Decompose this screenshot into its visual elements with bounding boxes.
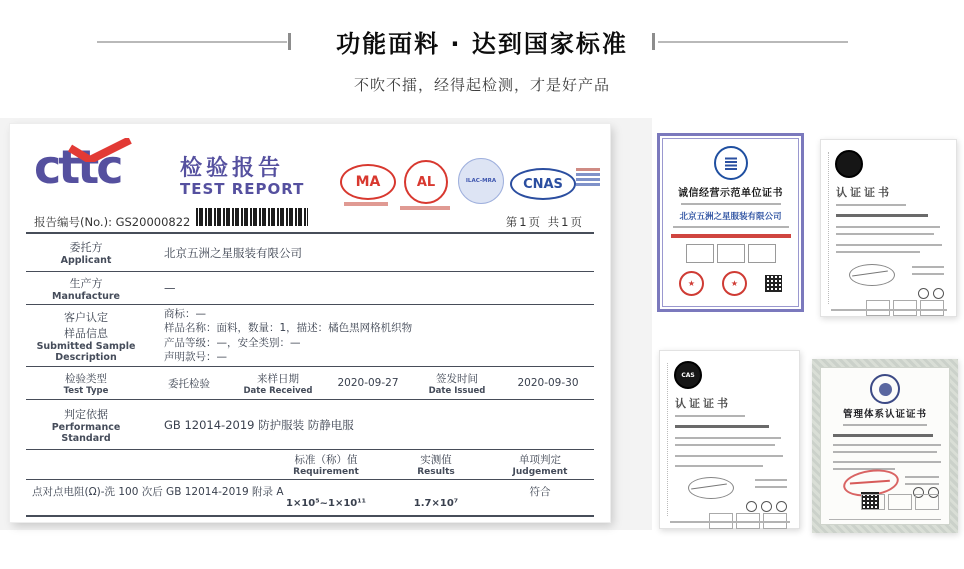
text-line xyxy=(675,425,769,428)
text-line xyxy=(843,424,927,426)
barcode xyxy=(196,208,308,226)
ilac-mra-mark-icon: ILAC-MRA xyxy=(458,158,504,204)
red-slogan-line xyxy=(671,234,791,238)
red-seal-icon: ★ xyxy=(722,271,747,296)
mark-boxes xyxy=(861,494,939,510)
test-type-label-cn: 检验类型 xyxy=(65,372,107,385)
integrity-emblem-icon xyxy=(714,146,748,180)
date-line xyxy=(912,266,944,268)
mark-boxes xyxy=(866,300,944,316)
table-row-test-type xyxy=(26,367,594,400)
certificate-info-boxes xyxy=(686,244,776,263)
cnas-mark-icon: CNAS xyxy=(510,168,576,200)
title-flank-tick-right xyxy=(652,33,655,50)
certificate-iso-1 xyxy=(820,139,957,317)
applicant-value: 北京五洲之星服装有限公司 xyxy=(164,245,302,260)
title-flank-line-right xyxy=(658,41,848,43)
judgement-value: 符合 xyxy=(529,486,551,498)
table-row-sample xyxy=(26,305,594,367)
vertical-microtext xyxy=(667,363,668,516)
certificate-management-system xyxy=(812,359,958,533)
red-seal-icon: ★ xyxy=(679,271,704,296)
text-line xyxy=(675,455,783,457)
cttc-logo: cttc xyxy=(34,140,121,194)
date-line xyxy=(905,476,939,478)
text-line xyxy=(675,415,745,417)
text-line xyxy=(833,434,933,437)
text-line xyxy=(836,214,928,217)
page-info: 第1页 共1页 xyxy=(505,215,584,229)
report-number: 报告编号(No.): GS20000822 xyxy=(34,215,191,229)
results-header-en: Results xyxy=(417,467,455,477)
text-line xyxy=(675,444,775,446)
table-row-standard xyxy=(26,400,594,450)
fine-print-line xyxy=(831,309,947,311)
accreditation-marks xyxy=(918,288,944,299)
certifier-emblem-icon xyxy=(835,150,863,178)
judgement-header-cn: 单项判定 xyxy=(519,454,561,466)
table-row-manufacture xyxy=(26,272,594,305)
text-line xyxy=(833,444,941,446)
test-report-document xyxy=(10,124,610,522)
certificate-management-title: 管理体系认证证书 xyxy=(842,409,927,420)
manufacture-label-cn: 生产方 xyxy=(69,276,103,290)
requirement-value: 1×10⁵~1×10¹¹ xyxy=(285,498,367,509)
date-received-value: 2020-09-27 xyxy=(337,377,399,389)
vertical-microtext xyxy=(828,152,829,304)
date-line xyxy=(755,479,787,481)
text-line xyxy=(675,437,781,439)
test-type-value: 委托检验 xyxy=(168,377,210,390)
qr-code-icon xyxy=(765,275,782,292)
certificate-integrity-title: 诚信经营示范单位证书 xyxy=(678,188,783,199)
text-line xyxy=(675,465,763,467)
judgement-header-en: Judgement xyxy=(512,467,568,477)
sample-label-en1: Submitted Sample xyxy=(36,340,136,352)
signature-icon xyxy=(688,477,734,499)
report-table xyxy=(26,232,594,517)
certificate-integrity xyxy=(657,133,804,312)
date-line xyxy=(912,273,944,275)
date-received-label-en: Date Received xyxy=(243,385,313,396)
applicant-label-en: Applicant xyxy=(60,255,112,266)
standard-value: GB 12014-2019 防护服装 防静电服 xyxy=(164,417,354,432)
certificate-iso-2-title: 认证证书 xyxy=(675,397,731,410)
text-line xyxy=(833,451,937,453)
sample-label-en2: Description xyxy=(55,351,117,363)
text-line xyxy=(673,226,789,228)
report-title-cn: 检验报告 xyxy=(180,156,285,181)
text-line xyxy=(833,461,941,463)
cas-emblem-icon: CAS xyxy=(674,361,702,389)
text-line xyxy=(836,251,920,253)
test-item-name: 点对点电阻(Ω)-洗 100 次后 GB 12014-2019 附录 A xyxy=(32,486,284,498)
text-line xyxy=(836,244,942,246)
sample-label-cn2: 样品信息 xyxy=(64,326,108,340)
certificate-iso-2 xyxy=(659,350,800,529)
section-title: 功能面料 · 达到国家标准 xyxy=(336,30,628,58)
report-title-en: TEST REPORT xyxy=(180,180,305,198)
requirement-header-cn: 标准（称）值 xyxy=(294,454,358,466)
test-type-label-en: Test Type xyxy=(63,385,109,396)
fine-print-line xyxy=(829,519,941,521)
accreditation-marks xyxy=(746,501,787,512)
fine-print-line xyxy=(670,521,790,523)
standard-label-en2: Standard xyxy=(61,432,111,444)
results-header-row xyxy=(26,450,594,480)
date-issued-label-cn: 签发时间 xyxy=(436,372,478,385)
cma-mark-subtext xyxy=(344,202,388,206)
cttc-check-icon xyxy=(66,138,134,162)
text-line xyxy=(836,233,934,235)
date-line xyxy=(755,486,787,488)
standard-label-cn: 判定依据 xyxy=(64,407,108,421)
results-data-row xyxy=(26,480,594,517)
signature-icon xyxy=(849,264,895,286)
text-line xyxy=(681,203,781,205)
applicant-label-cn: 委托方 xyxy=(69,241,103,254)
manufacture-label-en: Manufacture xyxy=(52,290,120,302)
sample-label-cn1: 客户认定 xyxy=(64,310,108,324)
sample-line2: 样品名称：面料，数量：1，描述：橘色黑网格机织物 xyxy=(164,322,413,335)
cal-mark-subtext xyxy=(400,206,450,210)
results-header-cn: 实测值 xyxy=(420,454,452,466)
date-issued-value: 2020-09-30 xyxy=(517,377,579,389)
cma-mark-icon: MA xyxy=(340,164,396,200)
standard-label-en1: Performance xyxy=(51,421,121,433)
cal-mark-icon: AL xyxy=(404,160,448,204)
date-issued-label-en: Date Issued xyxy=(428,385,486,396)
sample-line3: 产品等级：—，安全类别：— xyxy=(164,336,301,349)
text-line xyxy=(836,226,940,228)
section-subtitle: 不吹不擂，经得起检测，才是好产品 xyxy=(353,76,610,94)
certificate-company-name: 北京五洲之星服装有限公司 xyxy=(679,212,782,222)
date-line xyxy=(905,483,939,485)
sample-line4: 声明款号：— xyxy=(164,350,227,363)
management-emblem-icon xyxy=(870,374,900,404)
text-line xyxy=(836,204,906,206)
certificate-iso-1-title: 认证证书 xyxy=(836,186,892,199)
requirement-header-en: Requirement xyxy=(293,467,359,477)
date-received-label-cn: 来样日期 xyxy=(257,372,299,385)
result-value: 1.7×10⁷ xyxy=(413,498,459,509)
manufacture-value: — xyxy=(164,281,176,295)
sample-line1: 商标：— xyxy=(164,307,206,320)
table-row-applicant xyxy=(26,234,594,272)
cnas-mark-subtext xyxy=(576,168,600,186)
